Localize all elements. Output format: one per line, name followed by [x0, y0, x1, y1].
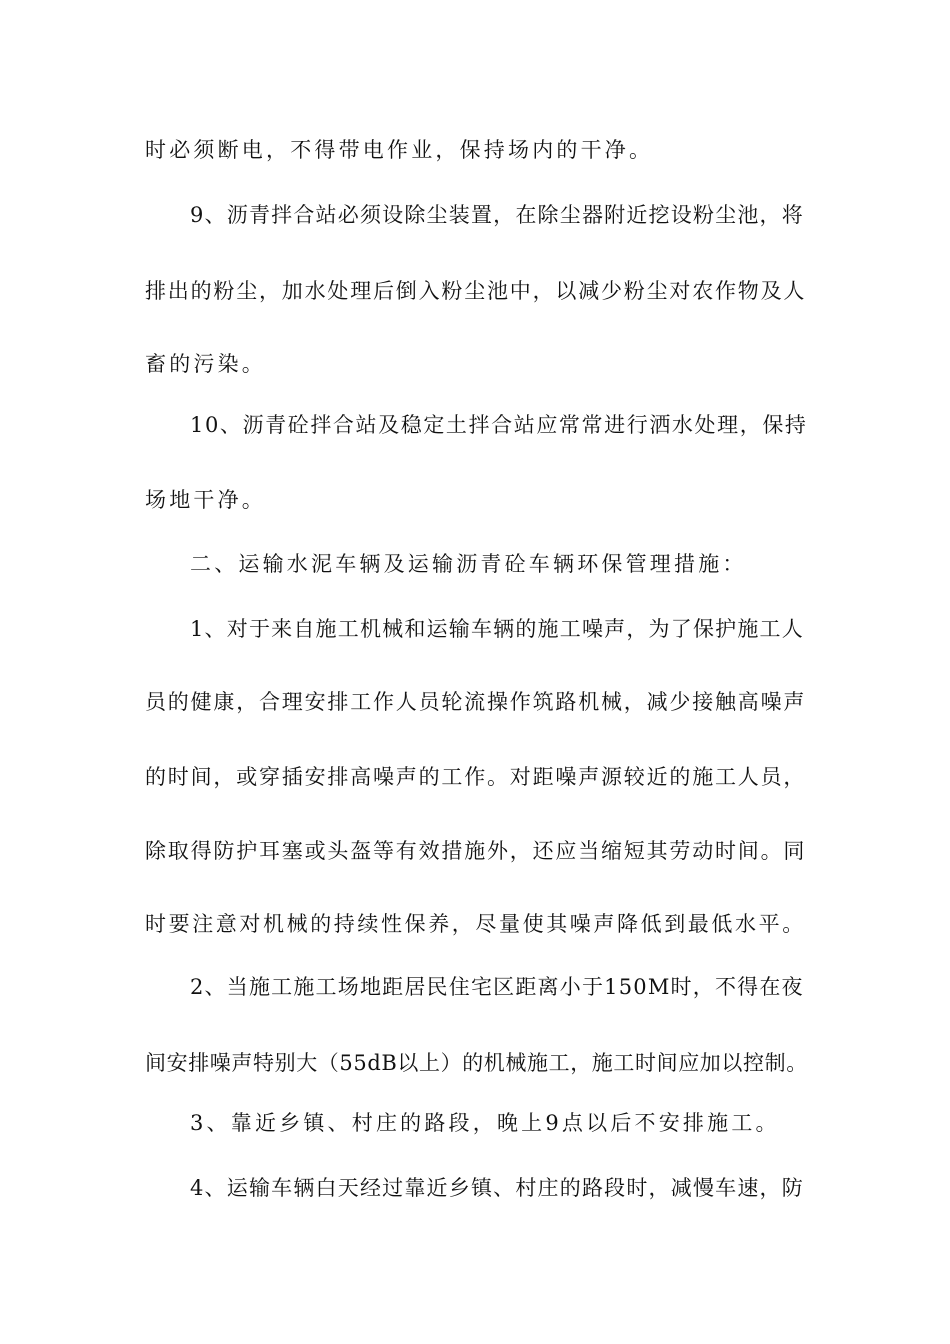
- text-line: 2、当施工施工场地距居民住宅区距离小于150M时，不得在夜: [190, 975, 804, 999]
- text-line: 3、靠近乡镇、村庄的路段，晚上9点以后不安排施工。: [190, 1111, 780, 1135]
- text-line: 时必须断电，不得带电作业，保持场内的干净。: [145, 138, 654, 162]
- text-line: 除取得防护耳塞或头盔等有效措施外，还应当缩短其劳动时间。同: [145, 839, 807, 863]
- text-line: 间安排噪声特别大（55dB以上）的机械施工，施工时间应加以控制。: [145, 1051, 808, 1075]
- text-line: 员的健康，合理安排工作人员轮流操作筑路机械，减少接触高噪声: [145, 690, 807, 714]
- text-line: 1、对于来自施工机械和运输车辆的施工噪声，为了保护施工人: [190, 617, 804, 641]
- text-line: 10、沥青砼拌合站及稳定土拌合站应常常进行洒水处理，保持: [190, 413, 808, 437]
- text-line: 4、运输车辆白天经过靠近乡镇、村庄的路段时，减慢车速，防: [190, 1176, 804, 1200]
- text-line: 畜的污染。: [145, 352, 266, 376]
- text-line: 的时间，或穿插安排高噪声的工作。对距噪声源较近的施工人员，: [145, 765, 807, 789]
- section-heading: 二、运输水泥车辆及运输沥青砼车辆环保管理措施：: [190, 552, 747, 576]
- text-line: 时要注意对机械的持续性保养，尽量使其噪声降低到最低水平。: [145, 912, 806, 936]
- text-line: 9、沥青拌合站必须设除尘装置，在除尘器附近挖设粉尘池，将: [190, 203, 804, 227]
- text-line: 场地干净。: [145, 488, 266, 512]
- text-line: 排出的粉尘，加水处理后倒入粉尘池中，以减少粉尘对农作物及人: [145, 279, 807, 303]
